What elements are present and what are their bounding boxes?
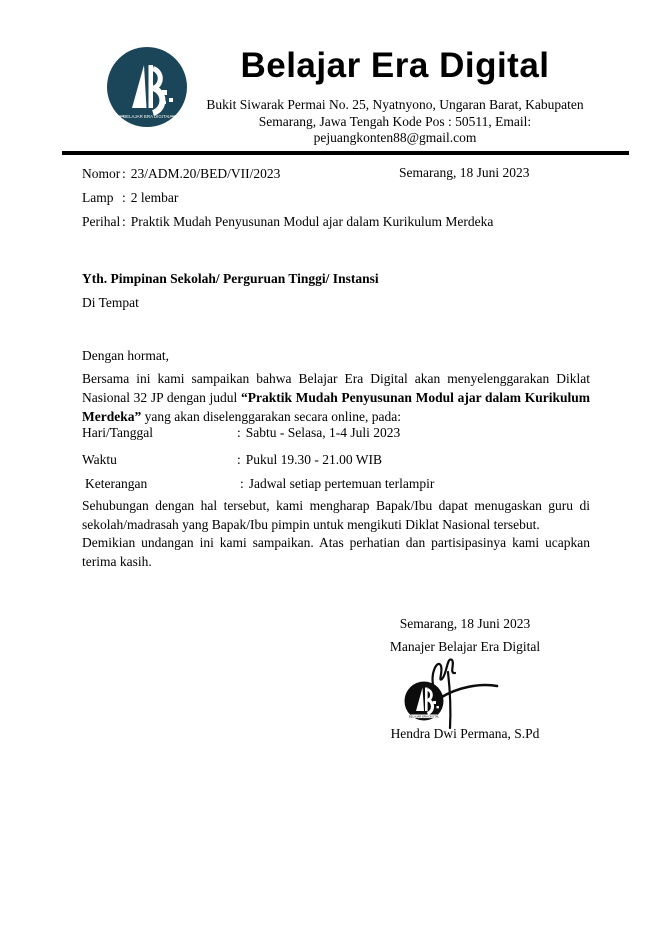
letter-number-value: 23/ADM.20/BED/VII/2023 — [130, 166, 281, 181]
colon: : — [122, 190, 126, 205]
stamp-banner-text: BELAJAR ERA DIGITAL — [408, 714, 440, 719]
detail-date-value: Sabtu - Selasa, 1-4 Juli 2023 — [245, 425, 401, 440]
letter-place-date: Semarang, 18 Juni 2023 — [399, 165, 530, 180]
detail-date-label: Hari/Tanggal — [82, 425, 154, 440]
signature-stamp-icon — [398, 652, 510, 732]
org-title: Belajar Era Digital — [240, 46, 550, 85]
signature-place-date: Semarang, 18 Juni 2023 — [399, 616, 531, 631]
detail-time-label: Waktu — [82, 452, 117, 467]
address-line: pejuangkonten88@gmail.com — [313, 130, 477, 145]
paragraph-request: Sehubungan dengan hal tersebut, kami mengharap Bapak/Ibu dapat menugaskan guru di sekolah/madrasah yang Bapak/Ibu pimpin untuk mengikuti Diklat Nasional tersebut. — [82, 498, 590, 532]
detail-date-row — [82, 424, 400, 441]
paragraph-intro — [82, 369, 590, 426]
subject-label: Perihal — [82, 214, 121, 229]
detail-time-row — [82, 451, 382, 468]
recipient-place: Di Tempat — [82, 295, 139, 310]
subject-row — [82, 213, 493, 230]
colon: : — [237, 452, 241, 467]
event-title: “Praktik Mudah Penyusunan Modul ajar dalam Kurikulum Merdeka” — [82, 390, 591, 424]
signature-name: Hendra Dwi Permana, S.Pd — [390, 726, 540, 741]
salutation: Dengan hormat, — [82, 348, 169, 363]
letterhead-divider — [62, 151, 629, 155]
attachment-value: 2 lembar — [130, 190, 179, 205]
paragraph-closing: Demikian undangan ini kami sampaikan. Atas perhatian dan partisipasinya kami ucapkan terima kasih. — [82, 535, 590, 569]
org-address — [190, 97, 600, 147]
detail-note-value: Jadwal setiap pertemuan terlampir — [248, 476, 435, 491]
address-line: Bukit Siwarak Permai No. 25, Nyatnyono, Ungaran Barat, Kabupaten — [206, 97, 584, 112]
detail-time-value: Pukul 19.30 - 21.00 WIB — [245, 452, 383, 467]
colon: : — [240, 476, 244, 491]
letter-number-row — [82, 165, 280, 182]
colon: : — [122, 214, 126, 229]
address-line: Semarang, Jawa Tengah Kode Pos : 50511, Email: — [258, 113, 532, 129]
detail-note-row — [82, 475, 434, 492]
detail-note-label: Keterangan — [85, 476, 148, 491]
signature-role: Manajer Belajar Era Digital — [389, 639, 541, 654]
letterhead — [190, 44, 600, 147]
recipient-line: Yth. Pimpinan Sekolah/ Perguruan Tinggi/ Instansi — [82, 271, 379, 286]
colon: : — [237, 425, 241, 440]
logo-banner-text: BELAJAR ERA DIGITAL — [123, 114, 171, 119]
attachment-row — [82, 189, 178, 206]
attachment-label: Lamp — [82, 190, 114, 205]
colon: : — [122, 166, 126, 181]
paragraph-intro-part2: yang akan diselenggarakan secara online, pada: — [141, 409, 401, 424]
subject-value: Praktik Mudah Penyusunan Modul ajar dalam Kurikulum Merdeka — [130, 214, 494, 229]
org-logo-icon — [106, 46, 188, 132]
paragraph-intro-part1: Bersama ini kami sampaikan bahwa Belajar Era Digital akan menyelenggarakan Diklat Nasional 32 JP dengan judul — [82, 371, 590, 405]
letter-number-label: Nomor — [82, 166, 121, 181]
